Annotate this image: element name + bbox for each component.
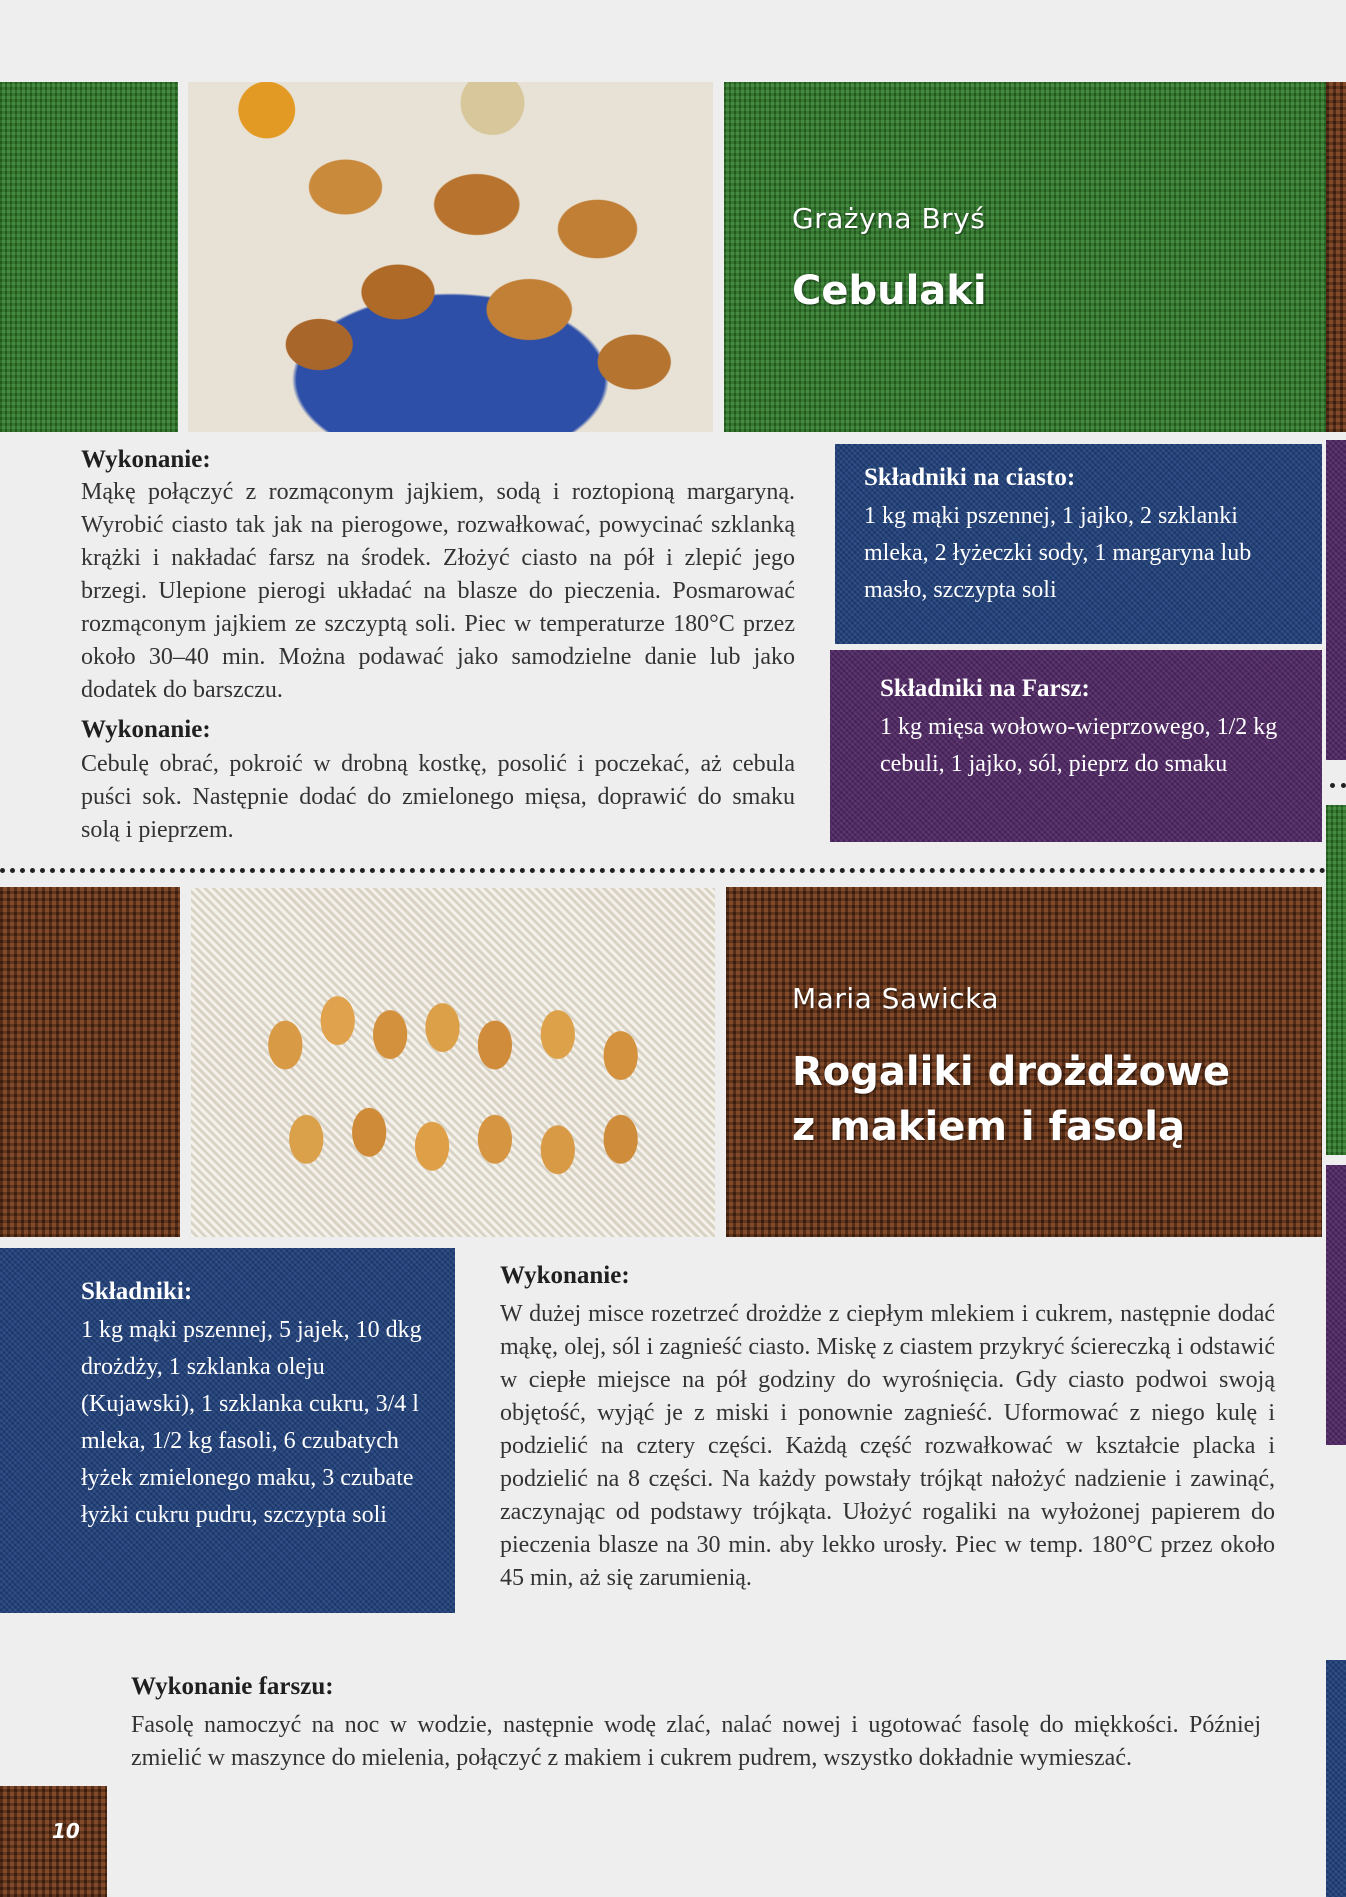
recipe1-method2-heading: Wykonanie: — [81, 716, 211, 743]
ingredients-dough-text: 1 kg mąki pszennej, 1 jajko, 2 szklanki mleka, 2 łyżeczki sody, 1 margaryna lub masło, szczypta soli — [864, 503, 1252, 603]
rogaliki-photo — [191, 888, 715, 1237]
recipe1-method2-text: Cebulę obrać, pokroić w drobną kostkę, posolić i poczekać, aż cebula puści sok. Następnie dodać do zmielonego mięsa, doprawić do smaku solą i pieprzem. — [81, 751, 795, 843]
recipe1-method1-text: Mąkę połączyć z rozmąconym jajkiem, sodą i roztopioną margaryną. Wyrobić ciasto tak jak na pierogowe, rozwałkować, powycinać szklanką krążki i nakładać farsz na środek. Złożyć ciasto na pół i zlepić jego brzegi. Ulepione pierogi układać na blasze do pieczenia. Posmarować rozmąconym jajkiem ze szczyptą soli. Piec w temperaturze 180°C przez około 30–40 min. Można podawać jako samodzielne danie lub jako dodatek do barszczu. — [81, 479, 795, 703]
section-divider — [0, 868, 1326, 873]
ingredients-filling-heading: Składniki na Farsz: — [880, 675, 1090, 702]
edge-strip-purple-2 — [1326, 1165, 1346, 1445]
recipe2-method-heading: Wykonanie: — [500, 1262, 630, 1289]
recipe2-filling — [131, 1673, 1261, 1775]
recipe2-title-line1: Rogaliki drożdżowe — [792, 1049, 1231, 1095]
edge-strip-purple — [1326, 440, 1346, 760]
ingredients-filling-text: 1 kg mięsa wołowo-wieprzowego, 1/2 kg cebuli, 1 jajko, sól, pieprz do smaku — [880, 714, 1278, 777]
brown-texture-panel-left — [0, 887, 180, 1237]
recipe1-method2 — [81, 716, 795, 847]
recipe2-title-panel — [726, 887, 1322, 1237]
page-number: 10 — [52, 1819, 80, 1843]
recipe1-method1-heading: Wykonanie: — [81, 446, 211, 473]
recipe2-ingredients-text: 1 kg mąki pszennej, 5 jajek, 10 dkg drożdży, 1 szklanka oleju (Kujawski), 1 szklanka cukru, 3/4 l mleka, 1/2 kg fasoli, 6 czubatych łyżek zmielonego maku, 3 czubate łyżki cukru pudru, szczypta soli — [81, 1317, 422, 1528]
recipe1-title-panel — [724, 82, 1326, 432]
recipe2-filling-heading: Wykonanie farszu: — [131, 1673, 334, 1700]
recipe2-ingredients-heading: Składniki: — [81, 1278, 193, 1305]
recipe2-method-text: W dużej misce rozetrzeć drożdże z ciepłym mlekiem i cukrem, następnie dodać mąkę, olej, sól i zagnieść ciasto. Miskę z ciastem przykryć ściereczką i odstawić w ciepłe miejsce na pół godziny do wyrośnięcia. Gdy ciasto podwoi swoją objętość, wyjąć je z miski i ponownie zagnieść. Uformować z niego kulę i podzielić na cztery części. Każdą część rozwałkować w kształcie placka i podzielić na 8 części. Na każdy powstały trójkąt nałożyć nadzienie i zawinąć, zaczynając od podstawy trójkąta. Ułożyć rogaliki na wyłożonej papierem do pieczenia blasze na 30 min. aby lekko urosły. Piec w temp. 180°C przez około 45 min, aż się zarumienią. — [500, 1301, 1275, 1591]
recipe2-title-line2: z makiem i fasolą — [792, 1104, 1185, 1150]
edge-strip-brown — [1326, 82, 1346, 432]
recipe1-method1 — [81, 446, 795, 707]
recipe1-title: Cebulaki — [792, 268, 987, 314]
ingredients-filling-box — [830, 650, 1322, 842]
edge-strip-blue — [1326, 1660, 1346, 1897]
section-divider-edge — [1330, 783, 1346, 788]
ingredients-dough-heading: Składniki na ciasto: — [864, 464, 1076, 491]
ingredients-dough-box — [835, 444, 1322, 644]
edge-strip-green — [1326, 805, 1346, 1155]
recipe2-method — [500, 1262, 1275, 1595]
recipe2-filling-text: Fasolę namoczyć na noc w wodzie, następnie wodę zlać, nalać nowej i ugotować fasolę do miękkości. Później zmielić w maszynce do mielenia, połączyć z makiem i cukrem pudrem, wszystko dokładnie wymieszać. — [131, 1712, 1261, 1771]
recipe1-author: Grażyna Bryś — [792, 202, 986, 235]
cebulaki-photo — [188, 82, 713, 432]
recipe2-author: Maria Sawicka — [792, 982, 1000, 1015]
green-texture-panel-left — [0, 82, 178, 432]
recipe2-ingredients-box — [0, 1248, 455, 1613]
page-number-tab — [0, 1786, 107, 1897]
